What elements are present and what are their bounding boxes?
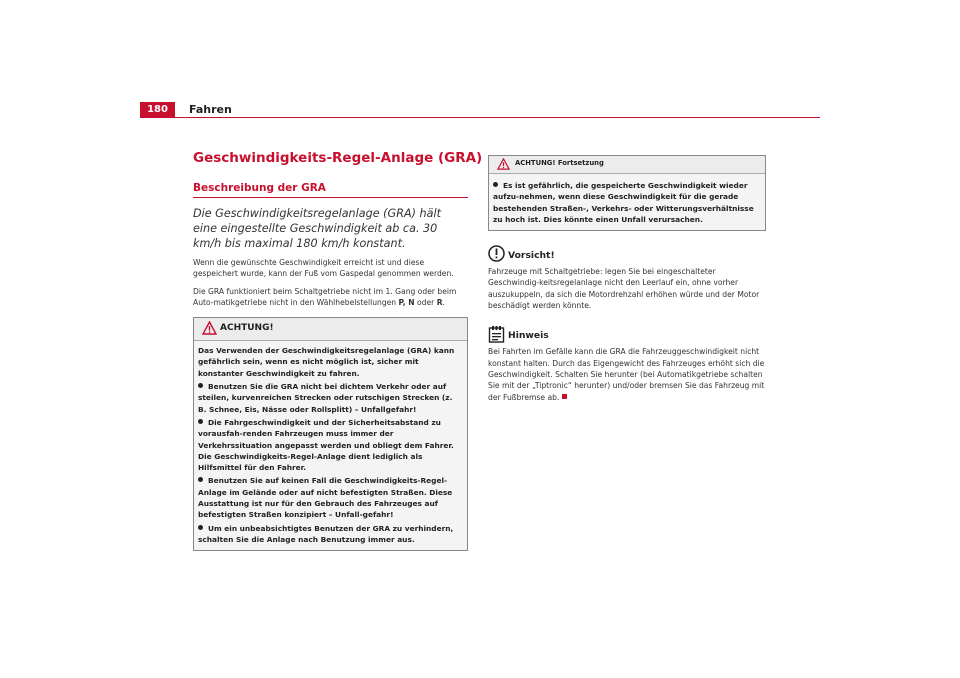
caution-header (488, 245, 766, 263)
warning-header (194, 318, 467, 341)
bullet-icon (198, 383, 203, 388)
warning-item (198, 475, 463, 520)
paragraph-2-start: Die GRA funktioniert beim Schaltgetriebe nicht im 1. Gang oder beim Auto-matikgetriebe nicht in den Wählhebelstellungen (193, 286, 457, 307)
paragraph-1: Wenn die gewünschte Geschwindigkeit erreicht ist und diese gespeichert wurde, kann der Fuß vom Gaspedal genommen werden. (193, 258, 454, 279)
note-text: Bei Fahrten im Gefälle kann die GRA die Fahrzeuggeschwindigkeit nicht konstant halten. Durch das Eigengewicht des Fahrzeuges erhöht sich die Geschwindigkeit. Schalten Sie herunter (bei Automatikgetriebe schalten Sie mit der „Tiptronic“ herunter) und/oder bremsen Sie das Fahrzeug mit der Fußbremse ab. (488, 347, 765, 402)
warning-item (198, 417, 463, 473)
paragraph-2-end: . (442, 297, 445, 307)
warning-item (198, 523, 463, 546)
warning-body (194, 341, 467, 545)
warning-item (198, 381, 463, 415)
gear-positions-pn: P, N (398, 297, 415, 307)
end-mark-icon (562, 394, 567, 399)
warning-continued-box (488, 155, 766, 231)
warning-item-text: Benutzen Sie auf keinen Fall die Geschwindigkeits-Regel-Anlage im Gelände oder auf nicht befestigten Straßen. Diese Ausstattung ist nur für den Gebrauch des Fahrzeuges auf befestigten Straßen konzipiert – Unfall-gefahr! (198, 476, 453, 520)
warning-item-text: Benutzen Sie die GRA nicht bei dichtem Verkehr oder auf steilen, kurvenreichen Strecken oder rutschigen Strecken (z. B. Schnee, Eis, Nässe oder Rollsplitt) – Unfallgefahr! (198, 382, 453, 414)
intro-text: Die Geschwindigkeitsregelanlage (GRA) hält eine eingestellte Geschwindigkeit ab ca. 30 km/h bis maximal 180 km/h konstant. (193, 207, 441, 250)
section-heading: Fahren (189, 103, 232, 116)
bullet-icon (198, 525, 203, 530)
warning-title: ACHTUNG! (220, 323, 274, 334)
page-header (140, 102, 820, 118)
warning-item (493, 180, 761, 225)
warning-item-text: Es ist gefährlich, die gespeicherte Geschwindigkeit wieder aufzu-nehmen, wenn diese Geschwindigkeit für die gerade bestehenden Straßen-, Verkehrs- oder Witterungsverhältnisse zu hoch ist. Dies könnte einen Unfall verursachen. (493, 181, 754, 224)
warning-triangle-icon (497, 158, 510, 170)
note-body (488, 346, 766, 402)
subsection-title: Beschreibung der GRA (193, 182, 468, 198)
warning-lead: Das Verwenden der Geschwindigkeitsregelanlage (GRA) kann gefährlich sein, wenn es nicht möglich ist, sicher mit konstanter Geschwindigkeit zu fahren. (198, 346, 455, 378)
bullet-icon (198, 419, 203, 424)
gear-position-r: R (436, 297, 443, 307)
warning-box (193, 317, 468, 551)
warning-item-text: Um ein unbeabsichtigtes Benutzen der GRA zu verhindern, schalten Sie die Anlage nach Benutzung immer aus. (198, 523, 454, 544)
note-title: Hinweis (508, 330, 549, 342)
caution-icon (488, 245, 505, 262)
paragraph-2-mid: oder (414, 297, 437, 307)
warning-item-text: Die Fahrgeschwindigkeit und der Sicherheitsabstand zu vorausfah-renden Fahrzeugen muss immer der Verkehrssituation angepasst werden und obliegt dem Fahrer. Die Geschwindigkeits-Regel-Anlage dient lediglich als Hilfsmittel für den Fahrer. (198, 417, 454, 473)
note-icon (488, 325, 505, 343)
right-column (488, 155, 766, 403)
warning-triangle-icon (202, 321, 217, 335)
warning-continued-title: ACHTUNG! Fortsetzung (515, 159, 604, 167)
header-rule (175, 117, 820, 118)
caution-text: Fahrzeuge mit Schaltgetriebe: legen Sie bei eingeschalteter Geschwindig-keitsregelanlage nicht den Leerlauf ein, ohne vorher auszukuppeln, da sich die Motordrehzahl erhöhen würde und der Motor beschädigt werden könnte. (488, 267, 760, 311)
caution-title: Vorsicht! (508, 250, 555, 262)
note-header (488, 325, 766, 343)
main-title: Geschwindigkeits-Regel-Anlage (GRA) (193, 150, 483, 166)
bullet-icon (198, 477, 203, 482)
warning-continued-body (489, 174, 765, 225)
left-column (193, 150, 483, 551)
warning-continued-header (489, 156, 765, 174)
page-number: 180 (140, 102, 175, 118)
bullet-icon (493, 182, 498, 187)
paragraph-2 (193, 286, 468, 309)
